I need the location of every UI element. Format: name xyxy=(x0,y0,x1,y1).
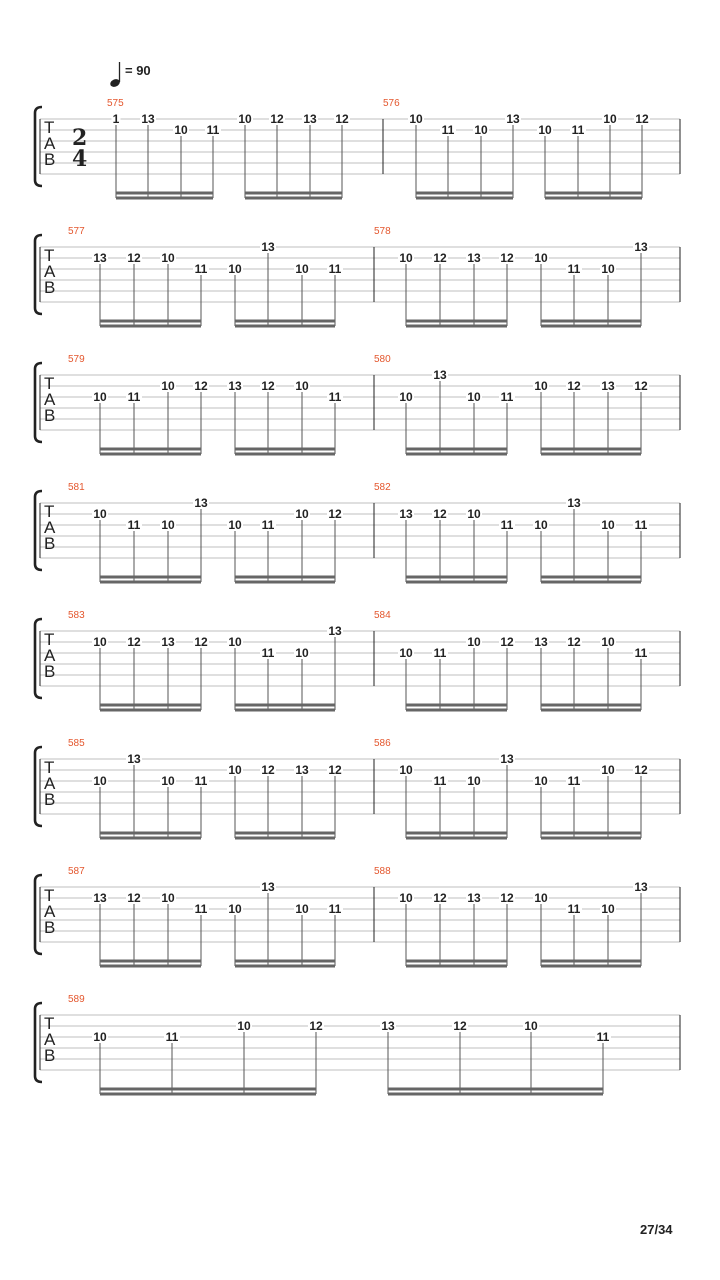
tab-clef-letter: T xyxy=(44,502,55,521)
measure xyxy=(374,226,649,328)
measure-number: 580 xyxy=(374,354,391,365)
fret-number: 11 xyxy=(328,902,342,916)
fret-number: 10 xyxy=(93,774,107,788)
measure-number: 581 xyxy=(68,482,85,493)
fret-number: 13 xyxy=(228,379,242,393)
beam-primary xyxy=(235,320,335,323)
beam-primary xyxy=(235,576,335,579)
beam-secondary xyxy=(245,197,342,200)
beam-secondary xyxy=(541,709,641,712)
fret-number: 10 xyxy=(295,507,309,521)
beam-secondary xyxy=(406,581,507,584)
beam-primary xyxy=(100,1088,316,1091)
fret-number: 13 xyxy=(328,624,342,638)
beam-secondary xyxy=(235,709,335,712)
fret-number: 11 xyxy=(261,518,275,532)
tab-clef-letter: A xyxy=(44,134,56,153)
beam-secondary xyxy=(388,1093,603,1096)
beam-primary xyxy=(406,704,507,707)
measure xyxy=(68,994,611,1096)
beam-secondary xyxy=(541,453,641,456)
tempo-text: = 90 xyxy=(125,63,151,78)
tab-clef-letter: B xyxy=(44,918,56,937)
measure xyxy=(107,98,350,200)
fret-number: 10 xyxy=(474,123,488,137)
beam-primary xyxy=(541,576,641,579)
fret-number: 10 xyxy=(161,379,175,393)
fret-number: 12 xyxy=(194,379,208,393)
tab-system xyxy=(35,226,680,328)
fret-number: 12 xyxy=(309,1019,323,1033)
fret-number: 13 xyxy=(194,496,208,510)
fret-number: 10 xyxy=(534,891,548,905)
tab-clef-letter: A xyxy=(44,390,56,409)
beam-primary xyxy=(100,704,201,707)
fret-number: 13 xyxy=(303,112,317,126)
fret-number: 12 xyxy=(433,507,447,521)
fret-number: 12 xyxy=(567,635,581,649)
fret-number: 12 xyxy=(127,635,141,649)
beam-secondary xyxy=(406,837,507,840)
fret-number: 11 xyxy=(441,123,455,137)
tab-clef-letter: T xyxy=(44,630,55,649)
beam-secondary xyxy=(406,453,507,456)
fret-number: 10 xyxy=(228,262,242,276)
fret-number: 10 xyxy=(238,112,252,126)
beam-secondary xyxy=(100,453,201,456)
fret-number: 10 xyxy=(399,390,413,404)
beam-secondary xyxy=(100,325,201,328)
beam-primary xyxy=(388,1088,603,1091)
beam-primary xyxy=(541,448,641,451)
fret-number: 10 xyxy=(399,646,413,660)
beam-secondary xyxy=(406,325,507,328)
beam-secondary xyxy=(235,965,335,968)
tab-clef-letter: B xyxy=(44,534,56,553)
tab-clef-letter: T xyxy=(44,1014,55,1033)
tab-clef-letter: A xyxy=(44,774,56,793)
beam-secondary xyxy=(416,197,513,200)
beam-secondary xyxy=(235,581,335,584)
fret-number: 10 xyxy=(161,774,175,788)
beam-primary xyxy=(541,704,641,707)
beam-secondary xyxy=(545,197,642,200)
measure-number: 587 xyxy=(68,866,85,877)
fret-number: 10 xyxy=(93,507,107,521)
fret-number: 10 xyxy=(228,635,242,649)
tab-system xyxy=(35,98,680,200)
fret-number: 12 xyxy=(453,1019,467,1033)
fret-number: 11 xyxy=(261,646,275,660)
tab-clef-letter: A xyxy=(44,1030,56,1049)
fret-number: 10 xyxy=(161,891,175,905)
beam-primary xyxy=(235,704,335,707)
beam-secondary xyxy=(100,581,201,584)
fret-number: 12 xyxy=(634,763,648,777)
beam-primary xyxy=(100,320,201,323)
measure-number: 579 xyxy=(68,354,85,365)
fret-number: 12 xyxy=(500,251,514,265)
beam-primary xyxy=(100,832,201,835)
fret-number: 11 xyxy=(500,518,514,532)
fret-number: 12 xyxy=(127,251,141,265)
tab-system xyxy=(35,994,680,1096)
fret-number: 12 xyxy=(261,763,275,777)
fret-number: 12 xyxy=(335,112,349,126)
fret-number: 13 xyxy=(601,379,615,393)
fret-number: 10 xyxy=(93,390,107,404)
measure xyxy=(68,226,343,328)
fret-number: 13 xyxy=(433,368,447,382)
fret-number: 11 xyxy=(567,902,581,916)
beam-primary xyxy=(541,960,641,963)
fret-number: 13 xyxy=(161,635,175,649)
fret-number: 10 xyxy=(467,635,481,649)
beam-secondary xyxy=(235,325,335,328)
tab-clef-letter: B xyxy=(44,790,56,809)
tab-clef-letter: A xyxy=(44,646,56,665)
fret-number: 13 xyxy=(295,763,309,777)
measure xyxy=(68,482,343,584)
measure-number: 586 xyxy=(374,738,391,749)
fret-number: 12 xyxy=(194,635,208,649)
fret-number: 10 xyxy=(409,112,423,126)
beam-secondary xyxy=(406,709,507,712)
measure-number: 577 xyxy=(68,226,85,237)
beam-secondary xyxy=(541,325,641,328)
measure-number: 582 xyxy=(374,482,391,493)
beam-secondary xyxy=(100,965,201,968)
fret-number: 10 xyxy=(228,518,242,532)
fret-number: 12 xyxy=(567,379,581,393)
fret-number: 11 xyxy=(328,262,342,276)
measure xyxy=(68,610,343,712)
fret-number: 10 xyxy=(295,379,309,393)
fret-number: 10 xyxy=(161,518,175,532)
fret-number: 10 xyxy=(399,891,413,905)
fret-number: 11 xyxy=(567,262,581,276)
beam-secondary xyxy=(116,197,213,200)
beam-secondary xyxy=(541,965,641,968)
beam-primary xyxy=(541,320,641,323)
tab-systems xyxy=(35,98,680,1096)
fret-number: 12 xyxy=(634,379,648,393)
fret-number: 10 xyxy=(603,112,617,126)
tab-system xyxy=(35,738,680,840)
tab-clef-letter: T xyxy=(44,374,55,393)
fret-number: 11 xyxy=(328,390,342,404)
beam-primary xyxy=(235,960,335,963)
fret-number: 13 xyxy=(506,112,520,126)
beam-primary xyxy=(416,192,513,195)
fret-number: 10 xyxy=(524,1019,538,1033)
beam-secondary xyxy=(406,965,507,968)
beam-primary xyxy=(100,960,201,963)
fret-number: 10 xyxy=(534,379,548,393)
fret-number: 12 xyxy=(328,507,342,521)
fret-number: 10 xyxy=(295,262,309,276)
fret-number: 10 xyxy=(601,635,615,649)
fret-number: 10 xyxy=(295,646,309,660)
beam-secondary xyxy=(541,837,641,840)
fret-number: 13 xyxy=(534,635,548,649)
fret-number: 10 xyxy=(228,902,242,916)
beam-secondary xyxy=(541,581,641,584)
fret-number: 13 xyxy=(141,112,155,126)
beam-secondary xyxy=(100,1093,316,1096)
fret-number: 10 xyxy=(601,262,615,276)
tab-clef-letter: A xyxy=(44,262,56,281)
tab-clef-letter: B xyxy=(44,1046,56,1065)
measure-number: 576 xyxy=(383,98,400,109)
fret-number: 11 xyxy=(127,390,141,404)
fret-number: 10 xyxy=(237,1019,251,1033)
fret-number: 10 xyxy=(174,123,188,137)
beam-primary xyxy=(235,448,335,451)
tab-clef-letter: A xyxy=(44,518,56,537)
tab-system xyxy=(35,354,680,456)
fret-number: 10 xyxy=(467,390,481,404)
tab-clef-letter: B xyxy=(44,150,56,169)
tab-clef-letter: B xyxy=(44,406,56,425)
fret-number: 13 xyxy=(634,240,648,254)
beam-primary xyxy=(406,448,507,451)
fret-number: 11 xyxy=(194,774,208,788)
beam-primary xyxy=(406,320,507,323)
measure xyxy=(68,354,343,456)
beam-primary xyxy=(406,832,507,835)
time-signature-top: 2 xyxy=(72,125,88,151)
fret-number: 11 xyxy=(165,1030,179,1044)
beam-secondary xyxy=(100,837,201,840)
measure xyxy=(374,354,649,456)
tab-clef-letter: T xyxy=(44,886,55,905)
fret-number: 13 xyxy=(93,251,107,265)
measure xyxy=(383,98,650,200)
tab-clef-letter: T xyxy=(44,758,55,777)
fret-number: 13 xyxy=(381,1019,395,1033)
measure xyxy=(374,866,649,968)
beam-secondary xyxy=(235,837,335,840)
fret-number: 10 xyxy=(601,763,615,777)
fret-number: 10 xyxy=(601,518,615,532)
fret-number: 10 xyxy=(601,902,615,916)
fret-number: 11 xyxy=(596,1030,610,1044)
fret-number: 10 xyxy=(399,763,413,777)
fret-number: 10 xyxy=(534,774,548,788)
tempo-marking xyxy=(109,62,151,88)
fret-number: 10 xyxy=(93,1030,107,1044)
beam-secondary xyxy=(100,709,201,712)
fret-number: 10 xyxy=(161,251,175,265)
measure-number: 588 xyxy=(374,866,391,877)
tab-clef-letter: T xyxy=(44,246,55,265)
fret-number: 13 xyxy=(634,880,648,894)
measure-number: 589 xyxy=(68,994,85,1005)
beam-primary xyxy=(235,832,335,835)
fret-number: 13 xyxy=(467,891,481,905)
fret-number: 10 xyxy=(534,251,548,265)
measure xyxy=(374,610,649,712)
fret-number: 13 xyxy=(500,752,514,766)
fret-number: 10 xyxy=(295,902,309,916)
fret-number: 12 xyxy=(270,112,284,126)
beam-primary xyxy=(406,576,507,579)
time-signature-bottom: 4 xyxy=(72,146,88,172)
beam-primary xyxy=(545,192,642,195)
fret-number: 12 xyxy=(433,251,447,265)
fret-number: 13 xyxy=(261,880,275,894)
fret-number: 11 xyxy=(433,774,447,788)
fret-number: 11 xyxy=(206,123,220,137)
fret-number: 11 xyxy=(127,518,141,532)
tab-clef-letter: B xyxy=(44,662,56,681)
fret-number: 11 xyxy=(634,518,648,532)
tab-system xyxy=(35,610,680,712)
fret-number: 12 xyxy=(328,763,342,777)
tab-system xyxy=(35,866,680,968)
fret-number: 11 xyxy=(194,262,208,276)
measure xyxy=(374,738,649,840)
fret-number: 10 xyxy=(228,763,242,777)
tab-clef-letter: B xyxy=(44,278,56,297)
measure-number: 578 xyxy=(374,226,391,237)
fret-number: 10 xyxy=(93,635,107,649)
beam-primary xyxy=(116,192,213,195)
measure-number: 584 xyxy=(374,610,391,621)
fret-number: 11 xyxy=(634,646,648,660)
tab-clef-letter: T xyxy=(44,118,55,137)
fret-number: 11 xyxy=(433,646,447,660)
fret-number: 10 xyxy=(467,774,481,788)
beam-primary xyxy=(100,448,201,451)
measure xyxy=(68,738,343,840)
tab-clef-letter: A xyxy=(44,902,56,921)
fret-number: 1 xyxy=(112,112,120,126)
fret-number: 11 xyxy=(194,902,208,916)
measure-number: 585 xyxy=(68,738,85,749)
fret-number: 12 xyxy=(500,891,514,905)
fret-number: 10 xyxy=(467,507,481,521)
fret-number: 10 xyxy=(538,123,552,137)
measure-number: 575 xyxy=(107,98,124,109)
measure xyxy=(68,866,343,968)
fret-number: 13 xyxy=(93,891,107,905)
fret-number: 13 xyxy=(567,496,581,510)
fret-number: 12 xyxy=(433,891,447,905)
fret-number: 13 xyxy=(399,507,413,521)
fret-number: 13 xyxy=(261,240,275,254)
tab-system xyxy=(35,482,680,584)
fret-number: 13 xyxy=(127,752,141,766)
fret-number: 11 xyxy=(571,123,585,137)
page-number: 27/34 xyxy=(640,1222,673,1237)
measure-number: 583 xyxy=(68,610,85,621)
beam-primary xyxy=(406,960,507,963)
quarter-note-icon xyxy=(109,62,121,88)
fret-number: 12 xyxy=(635,112,649,126)
fret-number: 12 xyxy=(127,891,141,905)
fret-number: 12 xyxy=(500,635,514,649)
fret-number: 12 xyxy=(261,379,275,393)
measure xyxy=(374,482,649,584)
fret-number: 10 xyxy=(399,251,413,265)
beam-primary xyxy=(245,192,342,195)
fret-number: 11 xyxy=(500,390,514,404)
beam-primary xyxy=(100,576,201,579)
beam-primary xyxy=(541,832,641,835)
fret-number: 11 xyxy=(567,774,581,788)
fret-number: 10 xyxy=(534,518,548,532)
fret-number: 13 xyxy=(467,251,481,265)
beam-secondary xyxy=(235,453,335,456)
